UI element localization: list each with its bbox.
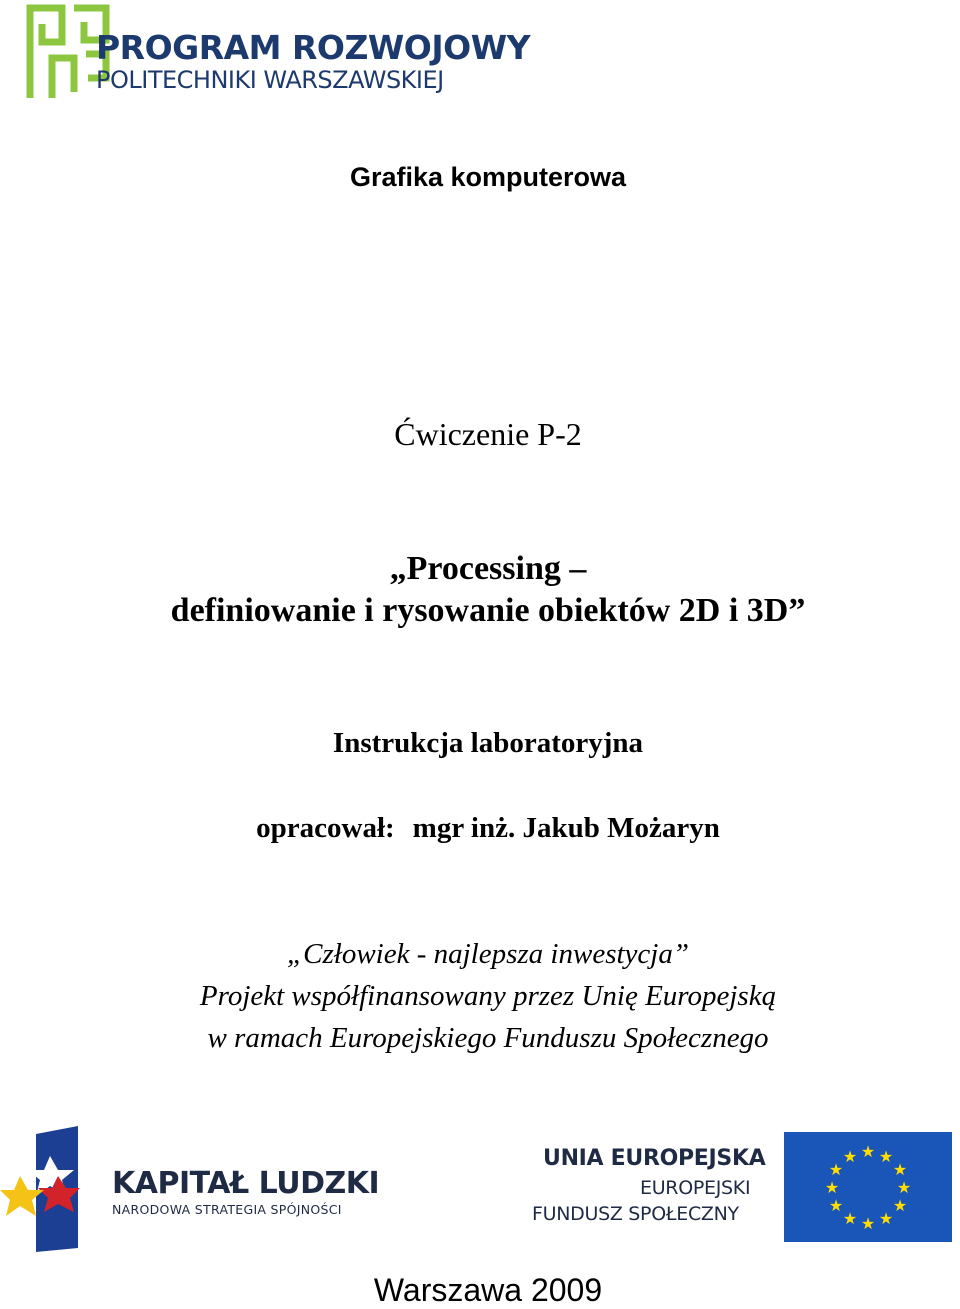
kapital-ludzki-emblem-icon [0,1126,90,1256]
author-name: mgr inż. Jakub Możaryn [412,812,720,844]
svg-text:★: ★ [842,1147,858,1166]
instruction-type: Instrukcja laboratoryjna [332,727,644,759]
svg-text:★: ★ [878,1147,894,1166]
kapital-ludzki-title: KAPITAŁ LUDZKI [112,1166,380,1201]
svg-text:★: ★ [878,1209,894,1228]
subject-line2: definiowanie i rysowanie obiektów 2D i 3D” [170,592,806,629]
course-title: Grafika komputerowa [349,162,627,192]
exercise-number: Ćwiczenie P-2 [394,416,582,452]
eu-flag-stars-icon [784,1132,952,1242]
author-label: opracował: [256,812,395,844]
svg-text:★: ★ [828,1160,844,1179]
eu-title: UNIA EUROPEJSKA [543,1146,766,1171]
author-line [8,812,960,845]
svg-text:★: ★ [892,1196,908,1215]
project-line2: w ramach Europejskiego Funduszu Społecznego [207,1022,769,1054]
project-line1: Projekt współfinansowany przez Unię Europejską [199,980,777,1012]
subject-line1: „Processing – [389,550,587,587]
eu-flag [784,1132,952,1242]
eu-subtitle2: FUNDUSZ SPOŁECZNY [532,1203,739,1225]
svg-text:★: ★ [860,1142,876,1161]
logo-line1: PROGRAM ROZWOJOWY [96,28,530,67]
eu-subtitle1: EUROPEJSKI [640,1177,751,1199]
city-year: Warszawa 2009 [373,1272,603,1308]
logo-line2: POLITECHNIKI WARSZAWSKIEJ [96,66,444,94]
svg-text:★: ★ [824,1178,840,1197]
kapital-ludzki-subtitle: NARODOWA STRATEGIA SPÓJNOŚCI [112,1202,342,1217]
project-motto: „Człowiek - najlepsza inwestycja” [287,938,689,970]
svg-text:★: ★ [860,1214,876,1233]
svg-text:★: ★ [892,1160,908,1179]
svg-text:★: ★ [842,1209,858,1228]
svg-text:★: ★ [828,1196,844,1215]
svg-text:★: ★ [896,1178,912,1197]
